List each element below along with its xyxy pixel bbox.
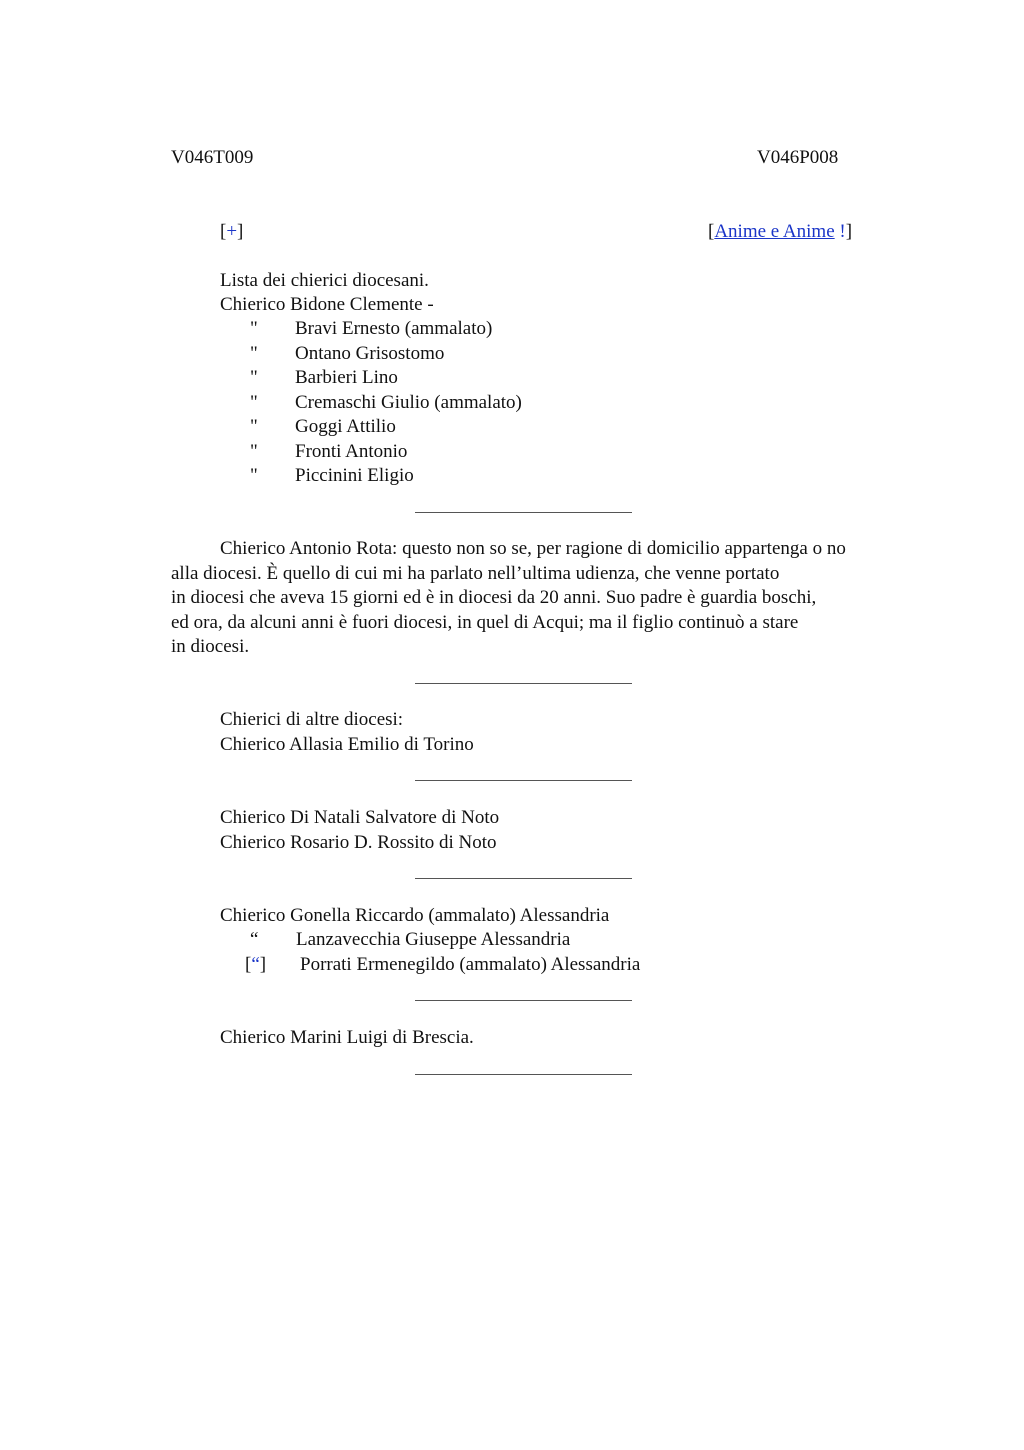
diocesan-list-title: Lista dei chierici diocesani. [220, 270, 429, 291]
cleric-name: Barbieri Lino [295, 367, 398, 388]
ditto-mark: " [250, 392, 258, 413]
expand-control[interactable] [220, 220, 243, 244]
list-item: Chierico Gonella Riccardo (ammalato) Alessandria [220, 905, 610, 926]
anime-e-anime-link[interactable]: Anime e Anime [714, 221, 835, 242]
ditto-mark: " [250, 416, 258, 437]
list-item: Chierico Di Natali Salvatore di Noto [220, 807, 500, 828]
paragraph-line: ed ora, da alcuni anni è fuori diocesi, in quel di Acqui; ma il figlio continuò a stare [171, 612, 799, 633]
cleric-name: Goggi Attilio [295, 416, 396, 437]
cleric-name: Bravi Ernesto (ammalato) [295, 318, 493, 339]
ditto-mark: " [250, 367, 258, 388]
paragraph-line: Chierico Antonio Rota: questo non so se, per ragione di domicilio appartenga o no [220, 538, 846, 559]
link-bracket-close: ] [845, 221, 853, 242]
document-code-right: V046P008 [757, 147, 839, 168]
link-bracket-open: [ [708, 221, 715, 242]
list-item [220, 366, 398, 390]
list-item: Chierico Allasia Emilio di Torino [220, 734, 474, 755]
list-item [220, 464, 414, 488]
expand-bracket-open: [ [220, 221, 227, 242]
bracketed-ditto[interactable] [220, 953, 300, 977]
diocesan-first-entry: Chierico Bidone Clemente - [220, 294, 434, 315]
list-item [220, 928, 570, 952]
bracket-close: ] [259, 954, 267, 975]
paragraph-line: alla diocesi. È quello di cui mi ha parlato nell’ultima udienza, che venne portato [171, 563, 780, 584]
bracket-open: [ [245, 954, 252, 975]
list-item [220, 317, 492, 341]
list-item [220, 953, 640, 977]
section-separator [415, 878, 632, 879]
ditto-mark: " [250, 465, 258, 486]
related-link-group [708, 220, 852, 244]
expand-bracket-close: ] [237, 221, 244, 242]
paragraph-line: in diocesi. [171, 636, 250, 657]
section-separator [415, 683, 632, 684]
cleric-name: Porrati Ermenegildo (ammalato) Alessandria [300, 954, 641, 975]
document-code-left: V046T009 [171, 147, 254, 168]
ditto-mark: “ [250, 929, 259, 950]
cleric-name: Fronti Antonio [295, 441, 408, 462]
cleric-name: Piccinini Eligio [295, 465, 414, 486]
paragraph-line: in diocesi che aveva 15 giorni ed è in diocesi da 20 anni. Suo padre è guardia boschi, [171, 587, 817, 608]
section-separator [415, 1074, 632, 1075]
ditto-mark: " [250, 343, 258, 364]
cleric-name: Cremaschi Giulio (ammalato) [295, 392, 522, 413]
list-item [220, 440, 407, 464]
list-item [220, 391, 522, 415]
link-exclamation[interactable]: ! [834, 221, 846, 242]
ditto-mark: " [250, 441, 258, 462]
other-dioceses-title: Chierici di altre diocesi: [220, 709, 404, 730]
list-item [220, 342, 444, 366]
list-item: Chierico Marini Luigi di Brescia. [220, 1027, 474, 1048]
ditto-mark: " [250, 318, 258, 339]
section-separator [415, 780, 632, 781]
cleric-name: Lanzavecchia Giuseppe Alessandria [296, 929, 571, 950]
expand-plus-icon[interactable]: + [226, 221, 238, 242]
ditto-mark-link[interactable]: “ [251, 954, 260, 975]
cleric-name: Ontano Grisostomo [295, 343, 445, 364]
section-separator [415, 1000, 632, 1001]
section-separator [415, 512, 632, 513]
list-item: Chierico Rosario D. Rossito di Noto [220, 832, 497, 853]
list-item [220, 415, 396, 439]
